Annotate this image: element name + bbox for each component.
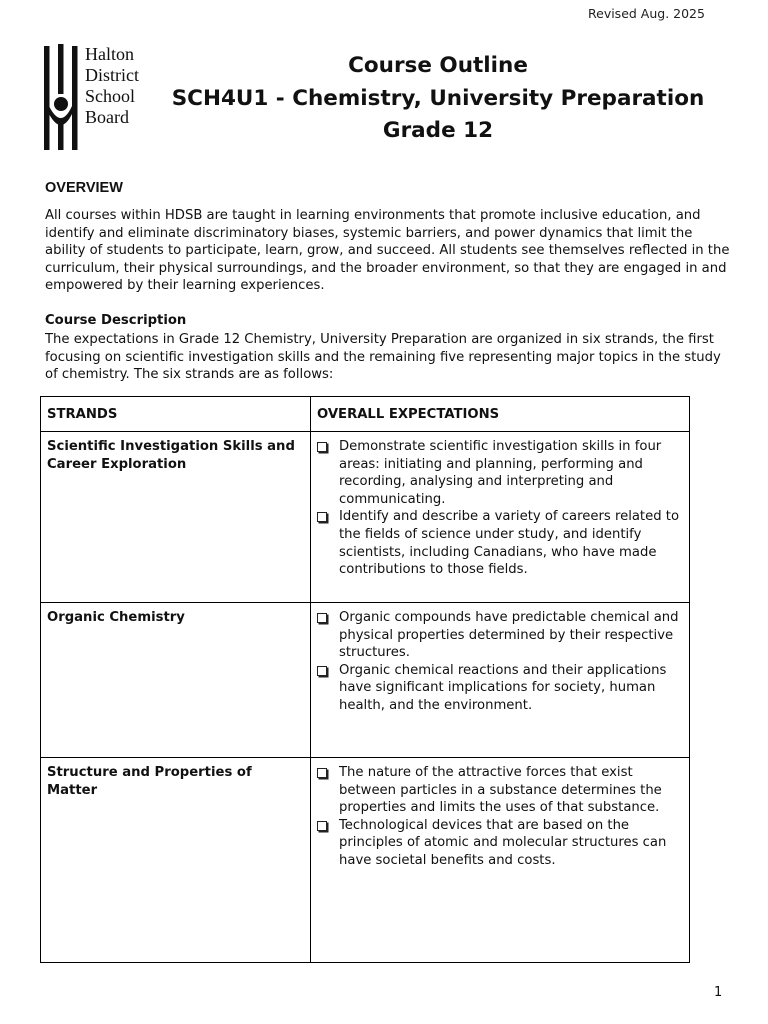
expectations-cell bbox=[311, 758, 690, 963]
expectation-text: Demonstrate scientific investigation skills in four areas: initiating and planning, performing and recording, analysing and interpreting and communicating. bbox=[339, 439, 662, 507]
expectations-list bbox=[317, 438, 683, 579]
checkbox-bullet-icon bbox=[317, 821, 327, 831]
strand-cell bbox=[41, 432, 311, 603]
title-line-1: Course Outline bbox=[348, 53, 528, 78]
strand-name: Organic Chemistry bbox=[47, 610, 185, 625]
overview-heading: OVERVIEW bbox=[45, 180, 123, 196]
logo-line: District bbox=[85, 65, 139, 85]
logo-line: Halton bbox=[85, 44, 134, 64]
logo-wordmark bbox=[85, 44, 139, 128]
hdsb-logo bbox=[44, 44, 154, 152]
table-row bbox=[41, 432, 690, 603]
list-item bbox=[317, 508, 683, 578]
checkbox-bullet-icon bbox=[317, 512, 327, 522]
list-item bbox=[317, 817, 683, 870]
title-line-2: SCH4U1 - Chemistry, University Preparation bbox=[171, 85, 705, 111]
revision-date: Revised Aug. 2025 bbox=[588, 6, 705, 21]
expectations-cell bbox=[311, 603, 690, 758]
expectations-list bbox=[317, 609, 683, 715]
page-title bbox=[170, 50, 706, 148]
list-item bbox=[317, 438, 683, 508]
checkbox-bullet-icon bbox=[317, 442, 327, 452]
list-item bbox=[317, 662, 683, 715]
course-description-paragraph: The expectations in Grade 12 Chemistry, University Preparation are organized in six strands, the first focusing on scientific investigation skills and the remaining five representing major topics in the study of chemistry. The six strands are as follows: bbox=[45, 332, 721, 383]
overview-paragraph: All courses within HDSB are taught in learning environments that promote inclusive education, and identify and eliminate discriminatory biases, systemic barriers, and power dynamics that limit the ability of students to participate, learn, grow, and succeed. All students see themselves reflected in the curriculum, their physical surroundings, and the broader environment, so that they are engaged in and empowered by their learning experiences. bbox=[45, 208, 730, 294]
checkbox-bullet-icon bbox=[317, 768, 327, 778]
hdsb-logo-icon bbox=[44, 44, 80, 152]
expectation-text: The nature of the attractive forces that exist between particles in a substance determines the properties and limits the uses of that substance. bbox=[339, 765, 662, 816]
checkbox-bullet-icon bbox=[317, 613, 327, 623]
expectation-text: Organic chemical reactions and their applications have significant implications for society, human health, and the environment. bbox=[339, 662, 667, 713]
expectation-text: Identify and describe a variety of careers related to the fields of science under study, and identify scientists, including Canadians, who have made contributions to those fields. bbox=[339, 509, 680, 578]
course-description-heading: Course Description bbox=[45, 313, 187, 328]
strands-table bbox=[40, 396, 690, 963]
expectation-text: Organic compounds have predictable chemical and physical properties determined by their respective structures. bbox=[339, 610, 679, 661]
checkbox-bullet-icon bbox=[317, 666, 327, 676]
column-header-expectations: OVERALL EXPECTATIONS bbox=[311, 397, 690, 432]
expectation-text: Technological devices that are based on the principles of atomic and molecular structures can have societal benefits and costs. bbox=[339, 817, 667, 868]
logo-line: School bbox=[85, 86, 136, 106]
title-line-3: Grade 12 bbox=[382, 118, 494, 143]
list-item bbox=[317, 609, 683, 662]
table-row bbox=[41, 603, 690, 758]
strand-name: Structure and Properties of Matter bbox=[47, 765, 252, 798]
strand-cell bbox=[41, 758, 311, 963]
expectations-cell bbox=[311, 432, 690, 603]
logo-line: Board bbox=[85, 107, 129, 127]
strand-cell bbox=[41, 603, 311, 758]
table-row bbox=[41, 758, 690, 963]
expectations-list bbox=[317, 764, 683, 870]
page-number: 1 bbox=[714, 985, 723, 1000]
list-item bbox=[317, 764, 683, 817]
column-header-strands: STRANDS bbox=[41, 397, 311, 432]
table-header-row bbox=[41, 397, 690, 432]
strand-name: Scientific Investigation Skills and Career Exploration bbox=[47, 439, 295, 472]
